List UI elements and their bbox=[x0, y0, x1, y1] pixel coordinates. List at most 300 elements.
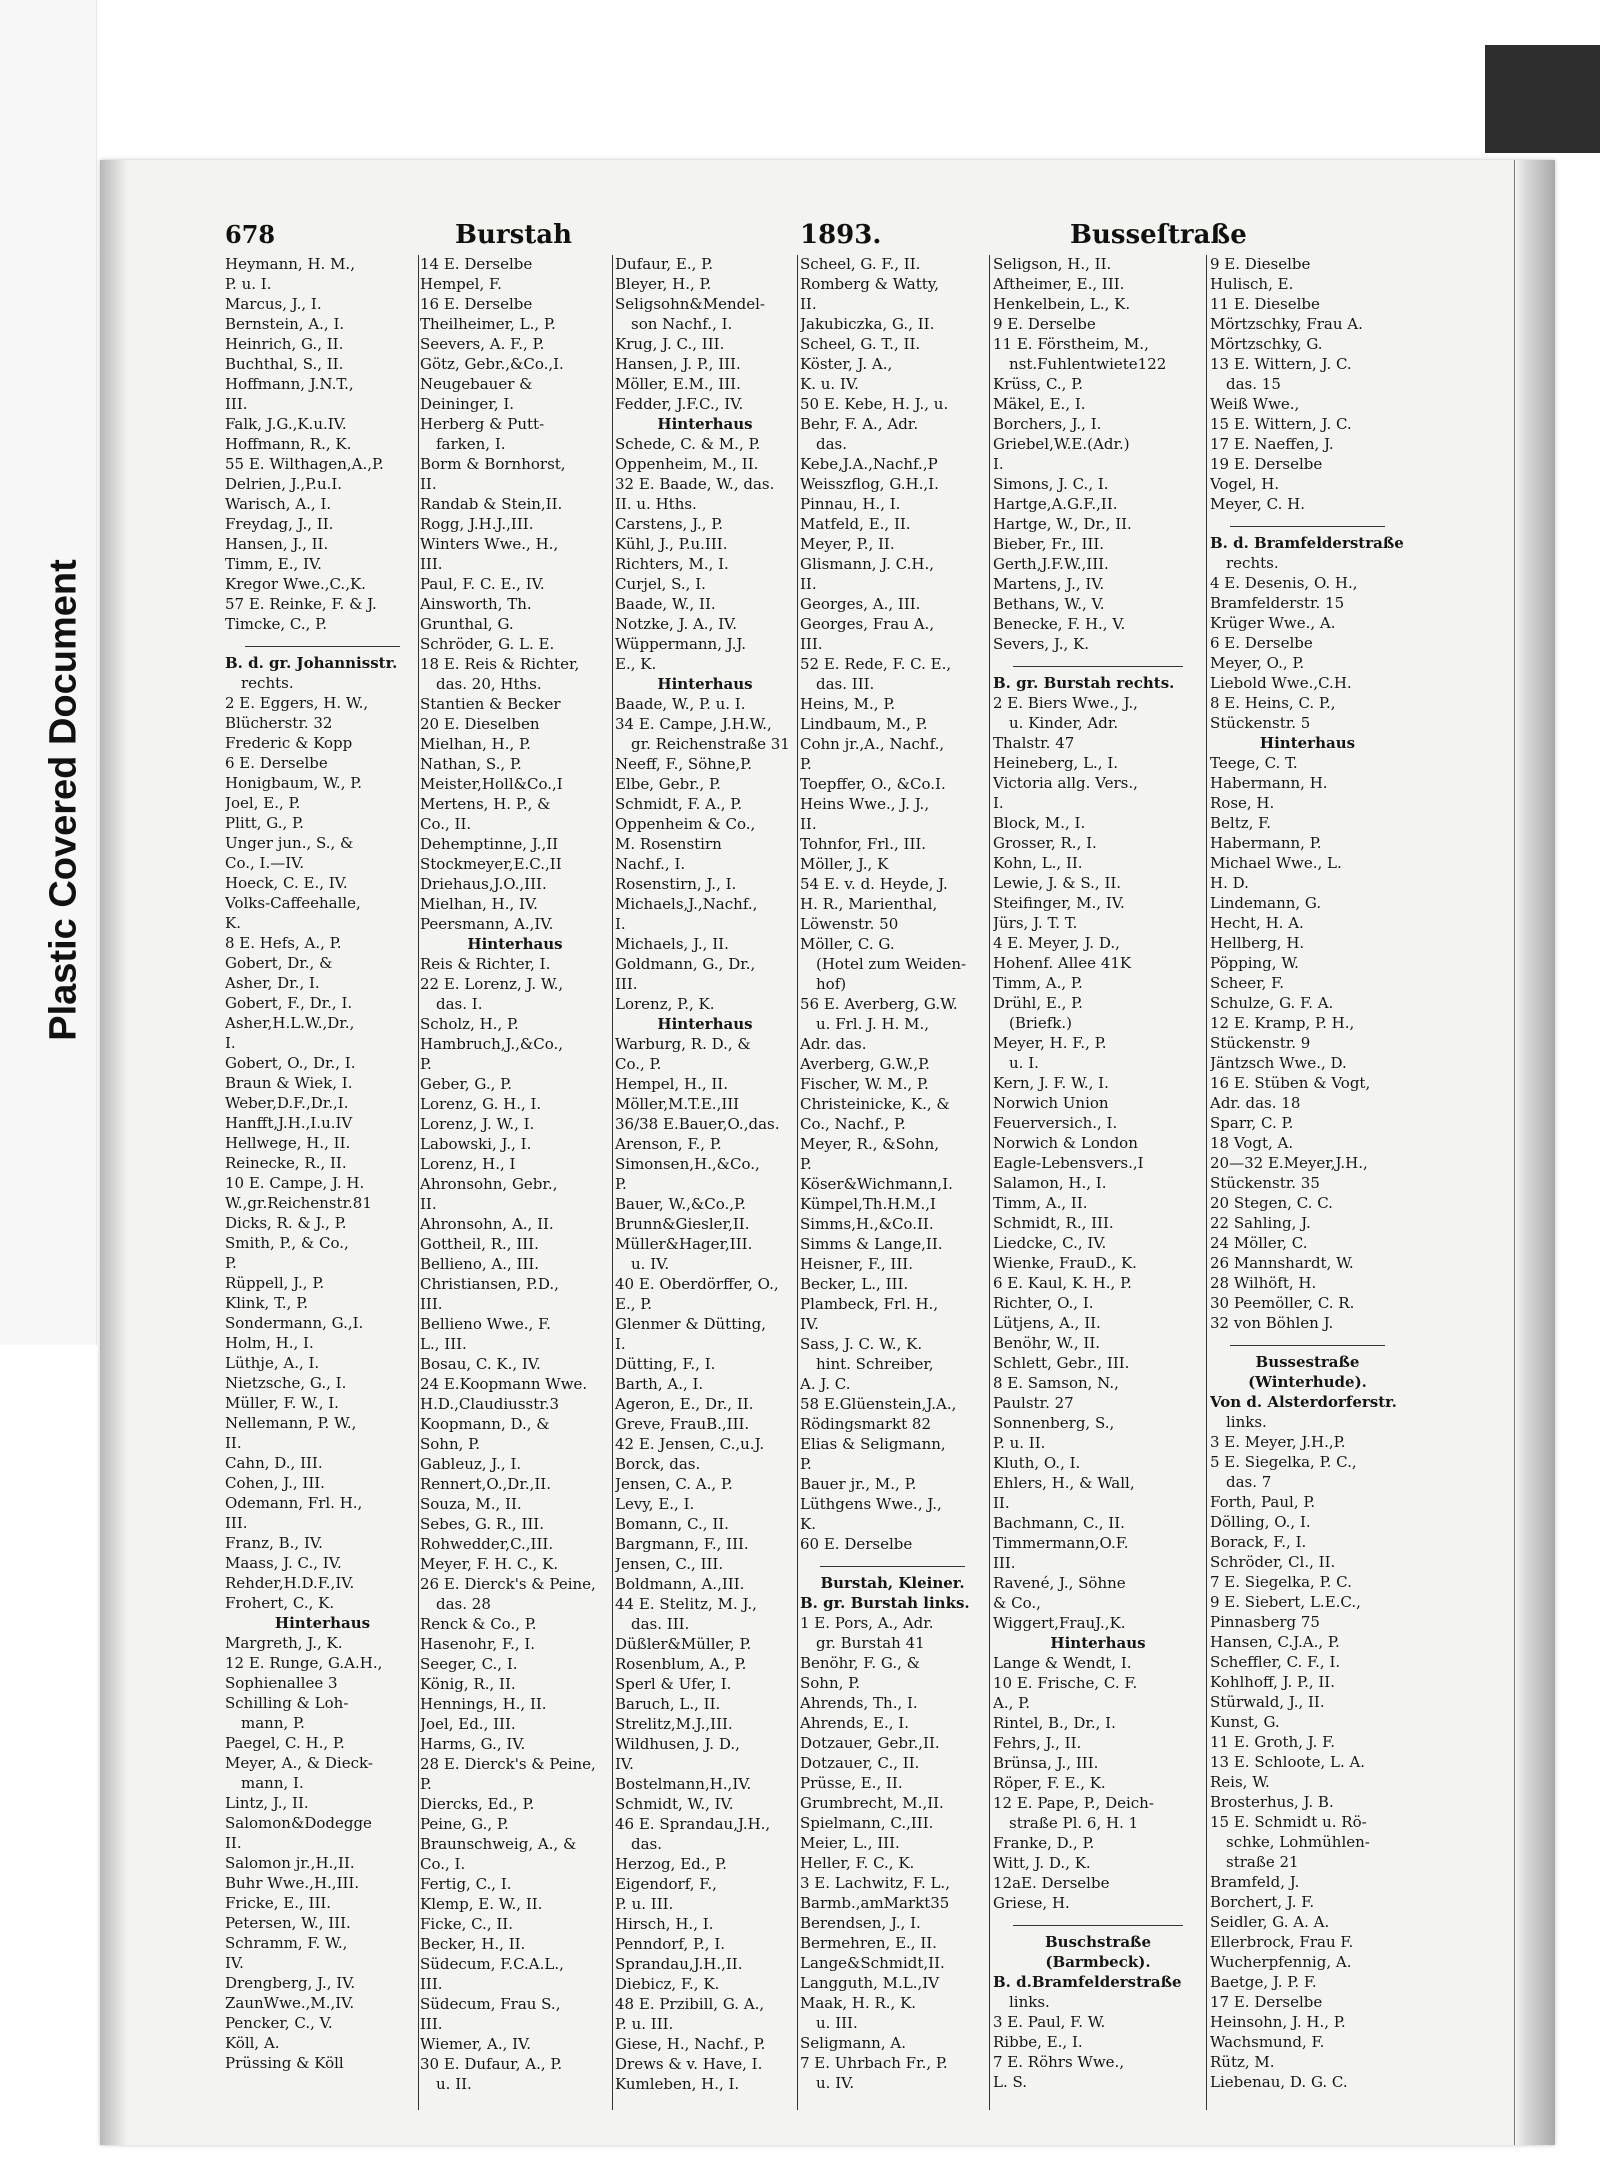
directory-entry: Ribbe, E., I. bbox=[993, 2033, 1083, 2051]
directory-entry: K. bbox=[800, 1515, 816, 1533]
directory-entry: Buchthal, S., II. bbox=[225, 355, 344, 373]
directory-entry: Gerth,J.F.W.,III. bbox=[993, 555, 1109, 573]
directory-entry: Sprandau,J.H.,II. bbox=[615, 1955, 743, 1973]
directory-entry: Seeger, C., I. bbox=[420, 1655, 518, 1673]
directory-entry: Möller, J., K bbox=[800, 855, 889, 873]
directory-entry: 20 E. Dieselben bbox=[420, 715, 540, 733]
directory-entry: Averberg, G.W.,P. bbox=[800, 1055, 930, 1073]
directory-entry: Co., Nachf., P. bbox=[800, 1115, 906, 1133]
directory-entry: Victoria allg. Vers., bbox=[993, 774, 1138, 792]
directory-entry: Schmidt, F. A., P. bbox=[615, 795, 743, 813]
directory-entry: 7 E. Siegelka, P. C. bbox=[1210, 1573, 1352, 1591]
directory-entry: Asher,H.L.W.,Dr., bbox=[225, 1014, 355, 1032]
directory-entry: Salomon&Dodegge bbox=[225, 1814, 372, 1832]
directory-entry: I. bbox=[225, 1034, 236, 1052]
directory-entry: Vogel, H. bbox=[1210, 475, 1280, 493]
section-rule bbox=[1230, 1335, 1385, 1346]
directory-entry: Timcke, C., P. bbox=[225, 615, 327, 633]
directory-entry: Möller, C. G. bbox=[800, 935, 895, 953]
directory-entry: Pencker, C., V. bbox=[225, 2014, 333, 2032]
directory-column-4 bbox=[800, 254, 985, 2134]
directory-entry: Sass, J. C. W., K. bbox=[800, 1335, 923, 1353]
directory-entry: II. bbox=[225, 1834, 242, 1852]
directory-entry: 5 E. Siegelka, P. C., bbox=[1210, 1453, 1357, 1471]
directory-entry: gr. Burstah 41 bbox=[816, 1634, 925, 1652]
directory-entry: Borack, F., I. bbox=[1210, 1533, 1307, 1551]
directory-entry: Bauer jr., M., P. bbox=[800, 1475, 917, 1493]
directory-entry: Hohenf. Allee 41K bbox=[993, 954, 1132, 972]
directory-entry: Levy, E., I. bbox=[615, 1495, 695, 1513]
directory-entry: Paegel, C. H., P. bbox=[225, 1734, 345, 1752]
directory-entry: Frohert, C., K. bbox=[225, 1594, 335, 1612]
directory-entry: Benöhr, W., II. bbox=[993, 1334, 1101, 1352]
directory-entry: Diebicz, F., K. bbox=[615, 1975, 720, 1993]
directory-entry: Baade, W., P. u. I. bbox=[615, 695, 746, 713]
directory-entry: W.,gr.Reichenstr.81 bbox=[225, 1194, 372, 1212]
directory-entry: Kohlhoff, J. P., II. bbox=[1210, 1673, 1336, 1691]
directory-entry: Lange & Wendt, I. bbox=[993, 1654, 1132, 1672]
section-rule bbox=[1013, 656, 1183, 667]
directory-entry: Dotzauer, C., II. bbox=[800, 1754, 920, 1772]
directory-entry: Diercks, Ed., P. bbox=[420, 1795, 535, 1813]
directory-entry: Mörtzschky, G. bbox=[1210, 335, 1323, 353]
directory-entry: 34 E. Campe, J.H.W., bbox=[615, 715, 772, 733]
directory-entry: Schröder, G. L. E. bbox=[420, 635, 555, 653]
directory-entry: II. bbox=[225, 1434, 242, 1452]
directory-entry: 13 E. Wittern, J. C. bbox=[1210, 355, 1352, 373]
directory-entry: Seevers, A. F., P. bbox=[420, 335, 545, 353]
directory-entry: Bramfelderstr. 15 bbox=[1210, 594, 1345, 612]
directory-entry: Sonnenberg, S., bbox=[993, 1414, 1115, 1432]
directory-entry: Co., I. bbox=[420, 1855, 466, 1873]
directory-entry: Jensen, C. A., P. bbox=[615, 1475, 733, 1493]
directory-entry: u. I. bbox=[1009, 1054, 1039, 1072]
directory-entry: Cohen, J., III. bbox=[225, 1474, 325, 1492]
directory-entry: Carstens, J., P. bbox=[615, 515, 724, 533]
directory-entry: III. bbox=[420, 2015, 443, 2033]
directory-entry: 26 E. Dierck's & Peine, bbox=[420, 1575, 596, 1593]
directory-entry: Südecum, F.C.A.L., bbox=[420, 1955, 564, 1973]
directory-entry: Brunn&Giesler,II. bbox=[615, 1215, 750, 1233]
directory-entry: Bauer, W.,&Co.,P. bbox=[615, 1195, 746, 1213]
directory-entry: Severs, J., K. bbox=[993, 635, 1090, 653]
directory-entry: A., P. bbox=[993, 1694, 1030, 1712]
directory-entry: Pinnasberg 75 bbox=[1210, 1613, 1320, 1631]
directory-entry: Volks-Caffeehalle, bbox=[225, 894, 361, 912]
directory-entry: Gobert, F., Dr., I. bbox=[225, 994, 353, 1012]
directory-entry: III. bbox=[615, 975, 638, 993]
directory-entry: straße 21 bbox=[1226, 1853, 1299, 1871]
right-running-title: Busseſtraße bbox=[1070, 220, 1247, 250]
directory-entry: Ahronsohn, A., II. bbox=[420, 1215, 554, 1233]
directory-entry: Souza, M., II. bbox=[420, 1495, 522, 1513]
directory-entry: das. III. bbox=[631, 1615, 690, 1633]
directory-entry: 58 E.Glüenstein,J.A., bbox=[800, 1395, 957, 1413]
directory-entry: Warburg, R. D., & bbox=[615, 1035, 751, 1053]
directory-entry: Nellemann, P. W., bbox=[225, 1414, 357, 1432]
directory-entry: Co., I.—IV. bbox=[225, 854, 305, 872]
directory-entry: III. bbox=[420, 1975, 443, 1993]
directory-entry: Weisszflog, G.H.,I. bbox=[800, 475, 939, 493]
directory-entry: 50 E. Kebe, H. J., u. bbox=[800, 395, 949, 413]
directory-entry: II. bbox=[800, 295, 817, 313]
directory-entry: Joel, E., P. bbox=[225, 794, 301, 812]
directory-entry: A. J. C. bbox=[800, 1375, 851, 1393]
directory-entry: Lintz, J., II. bbox=[225, 1794, 309, 1812]
directory-entry: Bramfeld, J. bbox=[1210, 1873, 1300, 1891]
directory-entry: Simons, J. C., I. bbox=[993, 475, 1109, 493]
directory-entry: Boldmann, A.,III. bbox=[615, 1575, 745, 1593]
directory-entry: Lorenz, P., K. bbox=[615, 995, 715, 1013]
directory-entry: Krug, J. C., III. bbox=[615, 335, 725, 353]
directory-entry: Möller, E.M., III. bbox=[615, 375, 741, 393]
directory-entry: Seligmann, A. bbox=[800, 2034, 906, 2052]
directory-entry: Braunschweig, A., & bbox=[420, 1835, 577, 1853]
directory-entry: 55 E. Wilthagen,A.,P. bbox=[225, 455, 384, 473]
directory-column-6 bbox=[1210, 254, 1405, 2134]
directory-entry: Hinterhaus bbox=[1259, 734, 1356, 752]
directory-entry: 30 E. Dufaur, A., P. bbox=[420, 2055, 563, 2073]
column-divider bbox=[797, 255, 798, 2110]
directory-entry: (Barmbeck). bbox=[1045, 1953, 1151, 1971]
directory-entry: Weber,D.F.,Dr.,I. bbox=[225, 1094, 349, 1112]
directory-entry: 32 E. Baade, W., das. bbox=[615, 475, 775, 493]
directory-entry: Wachsmund, F. bbox=[1210, 2033, 1325, 2051]
directory-entry: Lüthje, A., I. bbox=[225, 1354, 320, 1372]
directory-entry: Lewie, J. & S., II. bbox=[993, 874, 1122, 892]
directory-entry: 6 E. Derselbe bbox=[225, 754, 328, 772]
directory-entry: Ehlers, H., & Wall, bbox=[993, 1474, 1135, 1492]
directory-entry: B. gr. Burstah rechts. bbox=[993, 674, 1175, 692]
directory-entry: Herzog, Ed., P. bbox=[615, 1855, 727, 1873]
directory-entry: Hirsch, H., I. bbox=[615, 1915, 714, 1933]
directory-entry: Sebes, G. R., III. bbox=[420, 1515, 544, 1533]
directory-entry: 7 E. Uhrbach Fr., P. bbox=[800, 2054, 948, 2072]
directory-entry: Meyer, F. H. C., K. bbox=[420, 1555, 559, 1573]
directory-entry: P. bbox=[800, 755, 812, 773]
directory-entry: Hinterhaus bbox=[274, 1614, 371, 1632]
directory-entry: Baade, W., II. bbox=[615, 595, 716, 613]
directory-entry: Jakubiczka, G., II. bbox=[800, 315, 935, 333]
directory-entry: Sohn, P. bbox=[420, 1435, 480, 1453]
directory-entry: Behr, F. A., Adr. bbox=[800, 415, 919, 433]
directory-entry: Krüss, C., P. bbox=[993, 375, 1084, 393]
directory-entry: Hennings, H., II. bbox=[420, 1695, 547, 1713]
directory-entry: 9 E. Siebert, L.E.C., bbox=[1210, 1593, 1361, 1611]
section-rule bbox=[1013, 1915, 1183, 1926]
directory-entry: Giese, H., Nachf., P. bbox=[615, 2035, 766, 2053]
directory-entry: Franke, D., P. bbox=[993, 1834, 1095, 1852]
directory-entry: H. R., Marienthal, bbox=[800, 895, 938, 913]
directory-entry: Kumleben, H., I. bbox=[615, 2075, 740, 2093]
directory-entry: III. bbox=[225, 395, 248, 413]
directory-entry: 13 E. Schloote, L. A. bbox=[1210, 1753, 1366, 1771]
directory-entry: L., III. bbox=[420, 1335, 467, 1353]
directory-entry: Hempel, H., II. bbox=[615, 1075, 728, 1093]
directory-entry: Lange&Schmidt,II. bbox=[800, 1954, 945, 1972]
directory-entry: Rosenstirn, J., I. bbox=[615, 875, 737, 893]
directory-entry: Scheer, F. bbox=[1210, 974, 1284, 992]
directory-entry: Timm, A., P. bbox=[993, 974, 1083, 992]
section-rule bbox=[820, 1556, 965, 1567]
directory-entry: Heins, M., P. bbox=[800, 695, 896, 713]
directory-entry: Deininger, I. bbox=[420, 395, 515, 413]
directory-entry: Wüppermann, J.J. bbox=[615, 635, 746, 653]
directory-entry: Michaels, J., II. bbox=[615, 935, 729, 953]
directory-entry: Mörtzschky, Frau A. bbox=[1210, 315, 1363, 333]
directory-column-1 bbox=[225, 254, 420, 2134]
directory-entry: Rüppell, J., P. bbox=[225, 1274, 325, 1292]
directory-entry: Hellberg, H. bbox=[1210, 934, 1305, 952]
directory-entry: P. u. II. bbox=[993, 1434, 1046, 1452]
directory-entry: Simonsen,H.,&Co., bbox=[615, 1155, 760, 1173]
directory-entry: Lorenz, G. H., I. bbox=[420, 1095, 542, 1113]
directory-entry: Meier, L., III. bbox=[800, 1834, 900, 1852]
section-rule bbox=[1230, 516, 1385, 527]
directory-entry: 57 E. Reinke, F. & J. bbox=[225, 595, 377, 613]
directory-entry: König, R., II. bbox=[420, 1675, 516, 1693]
directory-entry: Reis, W. bbox=[1210, 1773, 1270, 1791]
directory-entry: mann, I. bbox=[241, 1774, 304, 1792]
directory-entry: Lorenz, J. W., I. bbox=[420, 1115, 535, 1133]
directory-entry: Richter, O., I. bbox=[993, 1294, 1094, 1312]
directory-entry: P. u. III. bbox=[615, 1895, 674, 1913]
directory-entry: Meyer, R., &Sohn, bbox=[800, 1135, 939, 1153]
directory-entry: Petersen, W., III. bbox=[225, 1914, 351, 1932]
directory-entry: Von d. Alsterdorferstr. bbox=[1210, 1393, 1397, 1411]
directory-entry: 2 E. Biers Wwe., J., bbox=[993, 694, 1138, 712]
directory-entry: Lindbaum, M., P. bbox=[800, 715, 928, 733]
directory-entry: Curjel, S., I. bbox=[615, 575, 706, 593]
directory-entry: Simms,H.,&Co.II. bbox=[800, 1215, 934, 1233]
directory-entry: farken, I. bbox=[436, 435, 506, 453]
directory-entry: 12 E. Runge, G.A.H., bbox=[225, 1654, 383, 1672]
directory-entry: Dölling, O., I. bbox=[1210, 1513, 1311, 1531]
directory-entry: 18 E. Reis & Richter, bbox=[420, 655, 580, 673]
directory-entry: das. III. bbox=[816, 675, 875, 693]
directory-entry: mann, P. bbox=[241, 1714, 305, 1732]
directory-entry: Eagle-Lebensvers.,I bbox=[993, 1154, 1144, 1172]
directory-entry: Löwenstr. 50 bbox=[800, 915, 899, 933]
directory-entry: Rohwedder,C.,III. bbox=[420, 1535, 554, 1553]
directory-entry: Rintel, B., Dr., I. bbox=[993, 1714, 1116, 1732]
directory-entry: 12 E. Pape, P., Deich- bbox=[993, 1794, 1154, 1812]
directory-entry: Schröder, Cl., II. bbox=[1210, 1553, 1336, 1571]
directory-entry: Winters Wwe., H., bbox=[420, 535, 559, 553]
directory-entry: 11 E. Förstheim, M., bbox=[993, 335, 1149, 353]
directory-entry: Fricke, E., III. bbox=[225, 1894, 332, 1912]
directory-entry: Meyer, P., II. bbox=[800, 535, 895, 553]
directory-entry: Paulstr. 27 bbox=[993, 1394, 1074, 1412]
directory-entry: Asher, Dr., I. bbox=[225, 974, 320, 992]
directory-entry: 28 Wilhöft, H. bbox=[1210, 1274, 1317, 1292]
directory-entry: Heinsohn, J. H., P. bbox=[1210, 2013, 1346, 2031]
document-page bbox=[100, 160, 1555, 2145]
directory-entry: Notzke, J. A., IV. bbox=[615, 615, 738, 633]
directory-entry: Scheffler, C. F., I. bbox=[1210, 1653, 1341, 1671]
directory-entry: Heins Wwe., J. J., bbox=[800, 795, 930, 813]
directory-entry: Rosenblum, A., P. bbox=[615, 1655, 747, 1673]
directory-entry: Bellieno, A., III. bbox=[420, 1255, 540, 1273]
directory-entry: Seidler, G. A. A. bbox=[1210, 1913, 1330, 1931]
directory-entry: Bermehren, E., II. bbox=[800, 1934, 937, 1952]
directory-entry: Lindemann, G. bbox=[1210, 894, 1322, 912]
directory-entry: Hulisch, E. bbox=[1210, 275, 1294, 293]
directory-entry: Buhr Wwe.,H.,III. bbox=[225, 1874, 360, 1892]
directory-entry: Ravené, J., Söhne bbox=[993, 1574, 1126, 1592]
directory-entry: II. bbox=[420, 1195, 437, 1213]
directory-entry: Bethans, W., V. bbox=[993, 595, 1105, 613]
directory-entry: Sondermann, G.,I. bbox=[225, 1314, 364, 1332]
directory-entry: Hinterhaus bbox=[657, 415, 753, 433]
directory-entry: II. bbox=[993, 1494, 1010, 1512]
directory-entry: 9 E. Dieselbe bbox=[1210, 255, 1311, 273]
directory-entry: P. u. I. bbox=[225, 275, 272, 293]
directory-entry: Wiemer, A., IV. bbox=[420, 2035, 532, 2053]
directory-entry: Sohn, P. bbox=[800, 1674, 860, 1692]
directory-entry: II. bbox=[800, 575, 817, 593]
directory-entry: 22 Sahling, J. bbox=[1210, 1214, 1311, 1232]
directory-entry: Glenmer & Dütting, bbox=[615, 1315, 767, 1333]
directory-entry: Kühl, J., P.u.III. bbox=[615, 535, 728, 553]
directory-entry: Bachmann, C., II. bbox=[993, 1514, 1125, 1532]
directory-entry: Hansen, J. P., III. bbox=[615, 355, 741, 373]
directory-entry: Meyer, A., & Dieck- bbox=[225, 1754, 373, 1772]
directory-entry: E., P. bbox=[615, 1295, 653, 1313]
directory-entry: IV. bbox=[615, 1755, 634, 1773]
directory-entry: M. Rosenstirn bbox=[615, 835, 722, 853]
directory-entry: Prüsse, E., II. bbox=[800, 1774, 903, 1792]
directory-entry: u. III. bbox=[816, 2014, 858, 2032]
directory-entry: Michael Wwe., L. bbox=[1210, 854, 1342, 872]
directory-entry: Driehaus,J.O.,III. bbox=[420, 875, 547, 893]
directory-entry: Randab & Stein,II. bbox=[420, 495, 563, 513]
directory-entry: Christiansen, P.D., bbox=[420, 1275, 559, 1293]
directory-entry: Labowski, J., I. bbox=[420, 1135, 532, 1153]
directory-entry: Plitt, G., P. bbox=[225, 814, 304, 832]
directory-entry: Thalstr. 47 bbox=[993, 734, 1075, 752]
directory-entry: Baetge, J. P. F. bbox=[1210, 1973, 1317, 1991]
directory-entry: Beltz, F. bbox=[1210, 814, 1272, 832]
directory-entry: rechts. bbox=[241, 674, 294, 692]
directory-entry: Stückenstr. 5 bbox=[1210, 714, 1311, 732]
directory-entry: Borchert, J. F. bbox=[1210, 1893, 1315, 1911]
directory-entry: I. bbox=[615, 915, 626, 933]
directory-entry: Elbe, Gebr., P. bbox=[615, 775, 721, 793]
directory-entry: Feuerversich., I. bbox=[993, 1114, 1118, 1132]
directory-entry: Smith, P., & Co., bbox=[225, 1234, 349, 1252]
directory-entry: Liedcke, C., IV. bbox=[993, 1234, 1107, 1252]
directory-entry: Arenson, F., P. bbox=[615, 1135, 722, 1153]
directory-entry: 16 E. Stüben & Vogt, bbox=[1210, 1074, 1371, 1092]
directory-entry: 10 E. Campe, J. H. bbox=[225, 1174, 365, 1192]
directory-entry: Mertens, H. P., & bbox=[420, 795, 551, 813]
directory-entry: 17 E. Derselbe bbox=[1210, 1993, 1323, 2011]
directory-entry: Fedder, J.F.C., IV. bbox=[615, 395, 744, 413]
directory-entry: Pöpping, W. bbox=[1210, 954, 1299, 972]
directory-entry: 14 E. Derselbe bbox=[420, 255, 533, 273]
directory-entry: rechts. bbox=[1226, 554, 1279, 572]
directory-entry: 54 E. v. d. Heyde, J. bbox=[800, 875, 948, 893]
directory-entry: u. II. bbox=[436, 2075, 472, 2093]
directory-entry: IV. bbox=[225, 1954, 244, 1972]
directory-entry: Unger jun., S., & bbox=[225, 834, 354, 852]
directory-entry: II. u. Hths. bbox=[615, 495, 697, 513]
directory-entry: Renck & Co., P. bbox=[420, 1615, 537, 1633]
directory-entry: Götz, Gebr.,&Co.,I. bbox=[420, 355, 564, 373]
directory-entry: P. bbox=[800, 1155, 812, 1173]
directory-entry: Plambeck, Frl. H., bbox=[800, 1295, 939, 1313]
directory-entry: 4 E. Desenis, O. H., bbox=[1210, 574, 1358, 592]
directory-entry: Habermann, H. bbox=[1210, 774, 1328, 792]
directory-entry: (Briefk.) bbox=[1009, 1014, 1072, 1032]
directory-entry: das. 28 bbox=[436, 1595, 491, 1613]
directory-entry: Röper, F. E., K. bbox=[993, 1774, 1106, 1792]
directory-entry: das. 20, Hths. bbox=[436, 675, 542, 693]
directory-entry: 12aE. Derselbe bbox=[993, 1874, 1110, 1892]
directory-entry: Franz, B., IV. bbox=[225, 1534, 323, 1552]
directory-entry: 22 E. Lorenz, J. W., bbox=[420, 975, 564, 993]
directory-entry: Timm, A., II. bbox=[993, 1194, 1088, 1212]
directory-entry: Norwich & London bbox=[993, 1134, 1138, 1152]
directory-entry: 52 E. Rede, F. C. E., bbox=[800, 655, 952, 673]
directory-entry: Neeff, F., Söhne,P. bbox=[615, 755, 753, 773]
directory-entry: IV. bbox=[800, 1315, 819, 1333]
directory-entry: 1 E. Pors, A., Adr. bbox=[800, 1614, 934, 1632]
directory-entry: das. 15 bbox=[1226, 375, 1281, 393]
directory-entry: Seligson, H., II. bbox=[993, 255, 1112, 273]
directory-entry: Köser&Wichmann,I. bbox=[800, 1175, 953, 1193]
directory-entry: Lütjens, A., II. bbox=[993, 1314, 1101, 1332]
directory-entry: Michaels,J.,Nachf., bbox=[615, 895, 758, 913]
directory-entry: 15 E. Schmidt u. Rö- bbox=[1210, 1813, 1367, 1831]
directory-entry: 16 E. Derselbe bbox=[420, 295, 533, 313]
directory-entry: 12 E. Kramp, P. H., bbox=[1210, 1014, 1355, 1032]
directory-entry: das. bbox=[631, 1835, 663, 1853]
directory-entry: Bussestraße bbox=[1255, 1353, 1360, 1371]
directory-entry: Dütting, F., I. bbox=[615, 1355, 716, 1373]
directory-entry: Georges, A., III. bbox=[800, 595, 921, 613]
directory-entry: I. bbox=[993, 455, 1004, 473]
directory-entry: Steifinger, M., IV. bbox=[993, 894, 1125, 912]
directory-entry: H. D. bbox=[1210, 874, 1249, 892]
directory-entry: P. u. III. bbox=[615, 2015, 674, 2033]
binding-shadow-right bbox=[1514, 160, 1555, 2145]
directory-entry: Griese, H. bbox=[993, 1894, 1070, 1912]
directory-entry: Buschstraße bbox=[1044, 1933, 1151, 1951]
directory-entry: Hambruch,J.,&Co., bbox=[420, 1035, 564, 1053]
directory-entry: 28 E. Dierck's & Peine, bbox=[420, 1755, 596, 1773]
directory-entry: Margreth, J., K. bbox=[225, 1634, 343, 1652]
directory-entry: Bomann, C., II. bbox=[615, 1515, 729, 1533]
directory-entry: Baruch, L., II. bbox=[615, 1695, 721, 1713]
directory-entry: Klink, T., P. bbox=[225, 1294, 309, 1312]
directory-entry: 42 E. Jensen, C.,u.J. bbox=[615, 1435, 765, 1453]
directory-entry: Drühl, E., P. bbox=[993, 994, 1083, 1012]
directory-entry: das. 7 bbox=[1226, 1473, 1272, 1491]
directory-entry: P. bbox=[225, 1254, 237, 1272]
directory-entry: 56 E. Averberg, G.W. bbox=[800, 995, 958, 1013]
section-rule bbox=[245, 636, 400, 647]
directory-entry: Grosser, R., I. bbox=[993, 834, 1097, 852]
directory-entry: Drews & v. Have, I. bbox=[615, 2055, 763, 2073]
directory-entry: Richters, M., I. bbox=[615, 555, 729, 573]
page-number: 678 bbox=[225, 220, 276, 249]
directory-entry: Odemann, Frl. H., bbox=[225, 1494, 363, 1512]
directory-entry: Harms, G., IV. bbox=[420, 1735, 526, 1753]
directory-entry: Stantien & Becker bbox=[420, 695, 561, 713]
directory-entry: 32 von Böhlen J. bbox=[1210, 1314, 1334, 1332]
